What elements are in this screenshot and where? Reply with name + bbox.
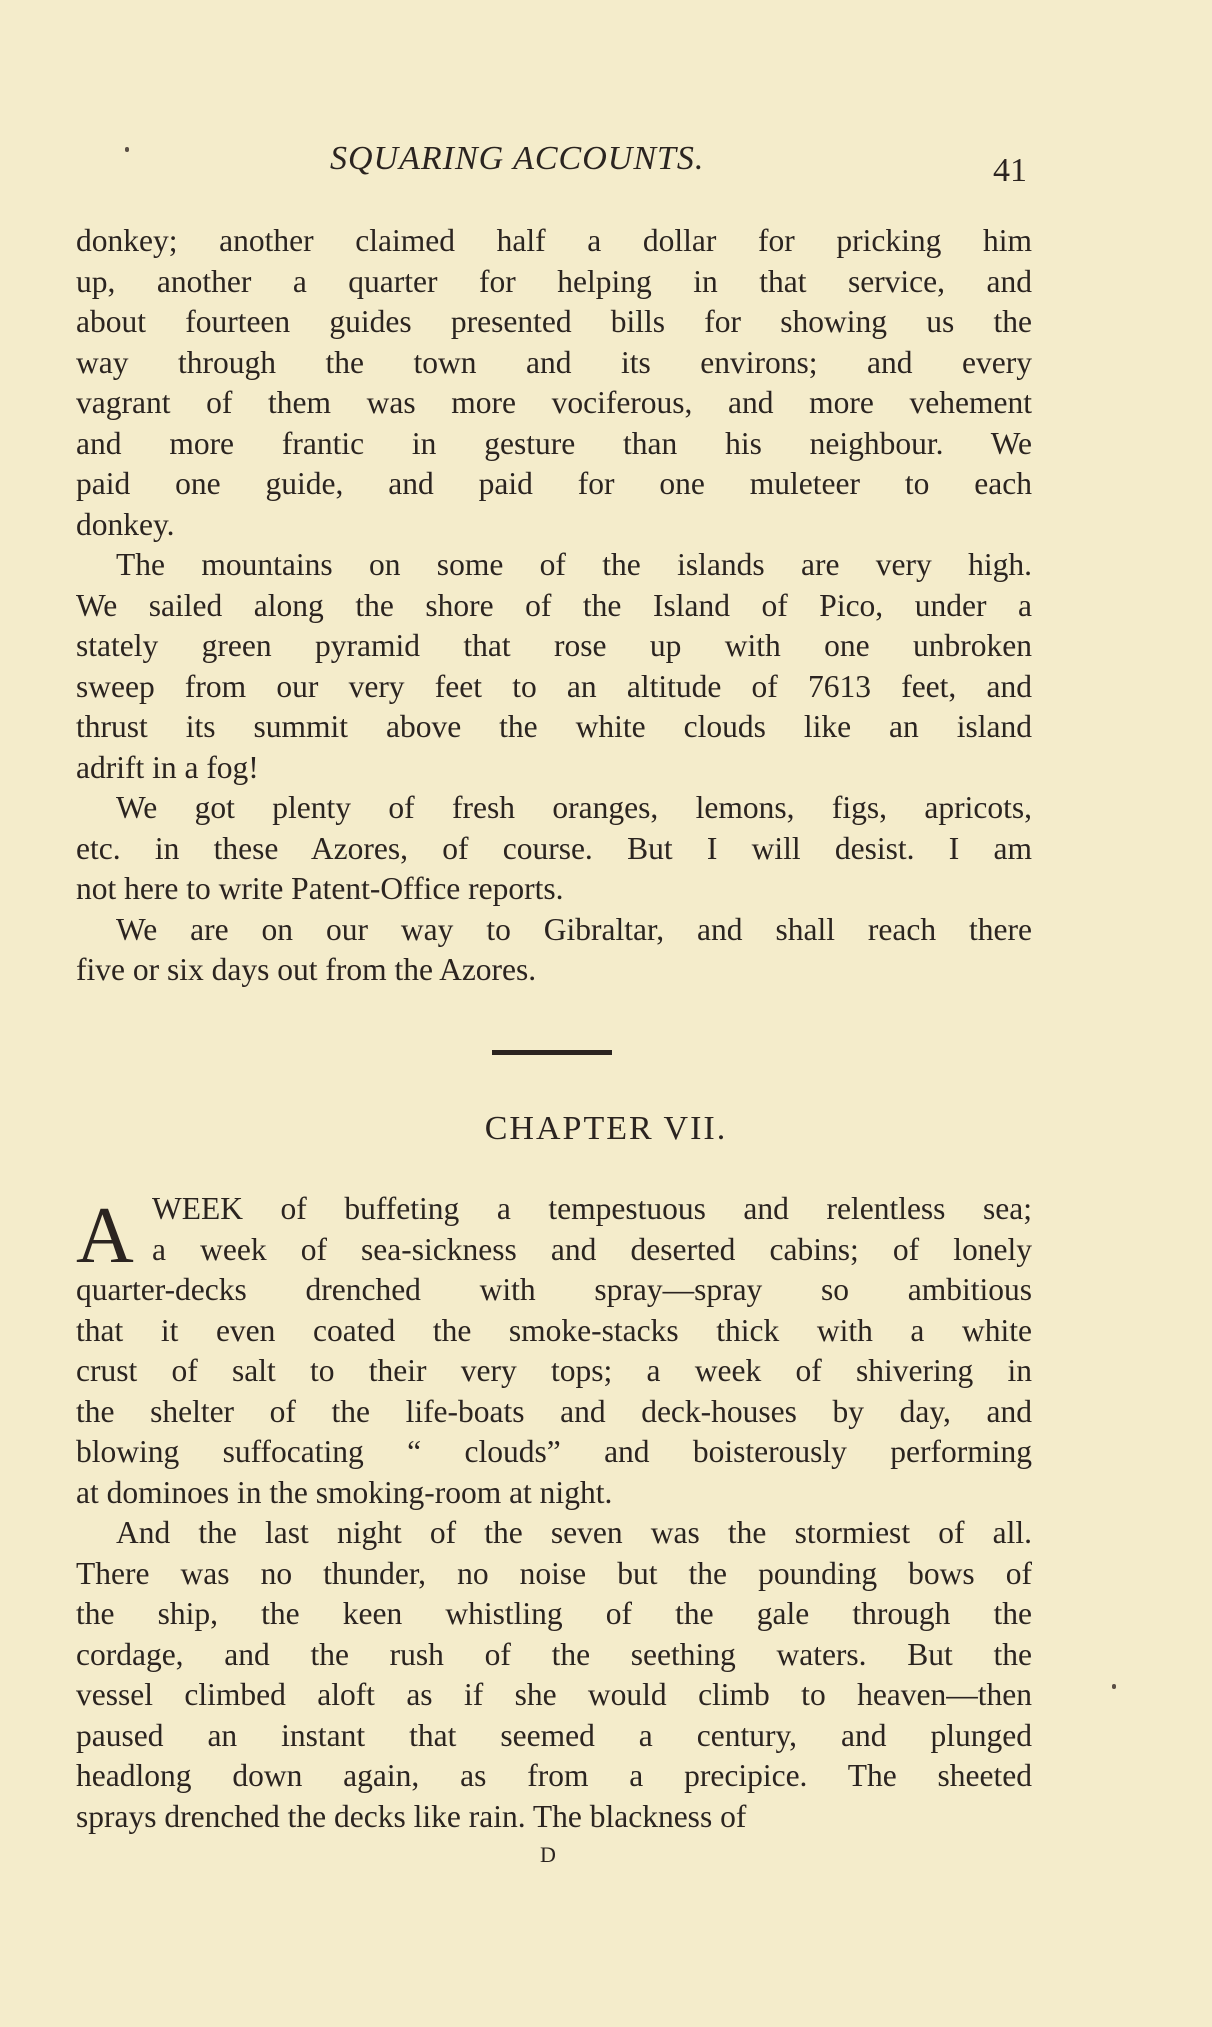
text-line: the ship, the keen whistling of the gale through the [76,1596,1032,1631]
text-line: thrust its summit above the white clouds like an island [76,709,1032,744]
text-line: quarter-decks drenched with spray—spray so ambitious [76,1272,1032,1307]
text-line: paused an instant that seemed a century, and plunged [76,1717,1032,1753]
stray-mark [125,147,129,152]
chapter-heading: CHAPTER VII. [484,1110,728,1147]
text-line: stately green pyramid that rose up with one unbroken [76,628,1032,663]
text-line: adrift in a fog! [76,749,259,785]
paragraph [76,910,1032,991]
text-line: There was no thunder, no noise but the pounding bows of [76,1555,1032,1591]
text-line: The mountains on some of the islands are very high. [116,547,1032,582]
running-head: SQUARING ACCOUNTS. [330,140,705,177]
paragraph [76,788,1032,910]
text-line: at dominoes in the smoking-room at night. [76,1474,613,1510]
signature-mark: D [540,1842,557,1867]
text-line: We got plenty of fresh oranges, lemons, figs, apricots, [116,790,1032,825]
text-line: way through the town and its environs; and every [76,344,1032,380]
text-line: And the last night of the seven was the stormiest of all. [116,1515,1032,1550]
text-line: about fourteen guides presented bills for showing us the [76,304,1032,339]
chapter-body-text [76,1189,1032,1837]
text-line: and more frantic in gesture than his neighbour. We [76,425,1032,461]
text-line: sprays drenched the decks like rain. The blackness of [76,1798,747,1834]
stray-mark [1112,1684,1116,1689]
text-line: donkey; another claimed half a dollar for pricking him [76,223,1032,258]
text-line: WEEK of buffeting a tempestuous and relentless sea; [152,1191,1032,1226]
page-number: 41 [993,152,1027,189]
text-line: five or six days out from the Azores. [76,952,537,987]
text-line: crust of salt to their very tops; a week of shivering in [76,1353,1032,1388]
text-line: the shelter of the life-boats and deck-houses by day, and [76,1393,1032,1429]
text-line: etc. in these Azores, of course. But I will desist. I am [76,830,1032,866]
text-line: vagrant of them was more vociferous, and more vehement [76,385,1032,420]
text-line: headlong down again, as from a precipice. The sheeted [76,1758,1032,1793]
text-line: a week of sea-sickness and deserted cabins; of lonely [152,1231,1032,1267]
paragraph [76,221,1032,545]
text-line: sweep from our very feet to an altitude of 7613 feet, and [76,668,1032,704]
drop-cap: A [76,1192,134,1280]
text-line: paid one guide, and paid for one muleteer to each [76,466,1032,501]
text-line: up, another a quarter for helping in that service, and [76,263,1032,299]
body-text-top [76,221,1032,991]
text-line: that it even coated the smoke-stacks thick with a white [76,1312,1032,1348]
text-line: We are on our way to Gibraltar, and shall reach there [116,911,1032,947]
text-line: cordage, and the rush of the seething waters. But the [76,1636,1032,1672]
section-divider-rule [492,1050,612,1055]
paragraph [76,545,1032,788]
text-line: donkey. [76,506,175,542]
text-line: We sailed along the shore of the Island of Pico, under a [76,587,1032,623]
text-line: blowing suffocating “ clouds” and boisterously performing [76,1434,1032,1469]
text-line: not here to write Patent-Office reports. [76,871,564,906]
text-line: vessel climbed aloft as if she would climb to heaven—then [76,1677,1032,1712]
paragraph [76,1513,1032,1837]
paragraph [76,1189,1032,1513]
